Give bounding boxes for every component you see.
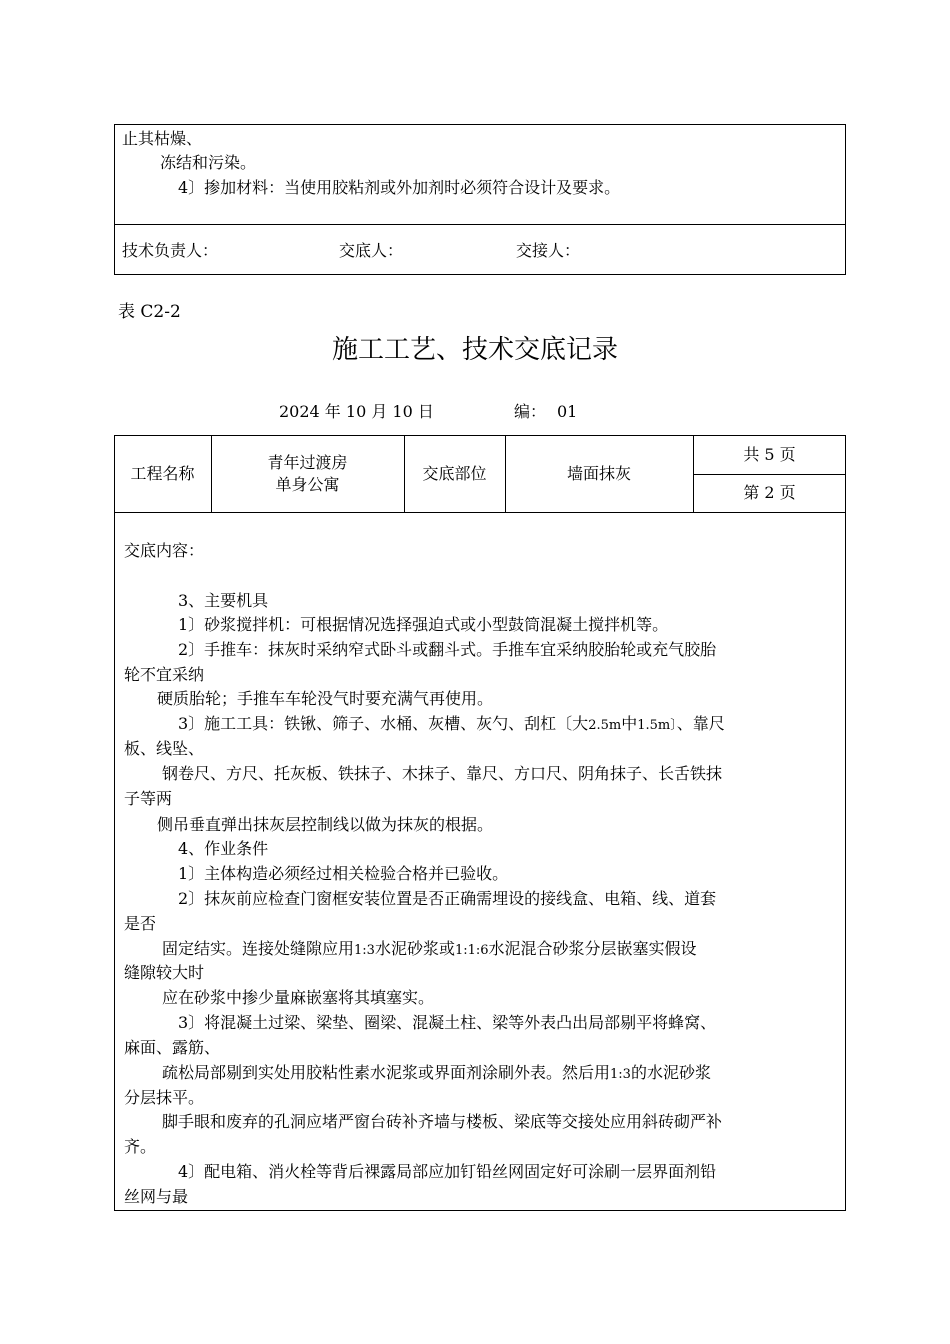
top-continuation-box — [114, 124, 846, 275]
content-line: 侧吊垂直弹出抹灰层控制线以做为抹灰的根据。 — [157, 815, 494, 834]
project-name-line-1: 青年过渡房 — [267, 452, 348, 472]
part-value: 墙面抹灰 — [566, 463, 631, 483]
top-line-1: 止其枯燥、 — [122, 129, 203, 148]
content-line — [178, 714, 725, 736]
text-run: 的水泥砂浆 — [630, 1063, 711, 1082]
content-label: 交底内容： — [124, 541, 205, 560]
project-name-label: 工程名称 — [130, 463, 195, 483]
content-line: 1〕主体构造必须经过相关检验合格并已验收。 — [178, 864, 509, 883]
content-line: 板、线坠、 — [124, 739, 205, 758]
text-run: 3〕施工工具：铁锹、筛子、水桶、灰槽、灰勺、刮杠〔大 — [178, 714, 589, 733]
sign-tech-lead: 技术负责人： — [122, 241, 219, 260]
text-run: 水泥砂浆或 — [374, 939, 455, 958]
content-line: 1〕砂浆搅拌机：可根据情况选择强迫式或小型鼓筒混凝土搅拌机等。 — [178, 615, 669, 634]
content-line: 应在砂浆中掺少量麻嵌塞将其填塞实。 — [162, 988, 435, 1007]
text-run: 中 — [621, 714, 638, 733]
table-label: 表 C2-2 — [118, 302, 181, 322]
content-line: 缝隙较大时 — [124, 963, 205, 982]
text-run: 水泥混合砂浆分层嵌塞实假设 — [488, 939, 697, 958]
text-run: 1:1:6 — [454, 943, 489, 958]
text-run: 2.5m — [588, 718, 622, 733]
text-run: 1.5m〕 — [637, 718, 677, 733]
content-line: 丝网与最 — [124, 1187, 189, 1206]
record-code-label: 编： — [514, 402, 547, 421]
record-date: 2024 年 10 月 10 日 — [279, 402, 434, 421]
record-code-value: 01 — [557, 402, 578, 421]
content-line: 钢卷尺、方尺、托灰板、铁抹子、木抹子、靠尺、方口尺、阴角抹子、长舌铁抹 — [162, 764, 723, 783]
content-line: 子等两 — [124, 789, 173, 808]
content-line: 麻面、露筋、 — [124, 1038, 221, 1057]
content-line: 3〕将混凝土过梁、梁垫、圈梁、混凝土柱、梁等外表凸出局部剔平将蜂窝、 — [178, 1013, 717, 1032]
total-pages: 共 5 页 — [743, 444, 796, 464]
sign-presenter: 交底人： — [339, 241, 404, 260]
content-line: 轮不宜采纳 — [124, 665, 205, 684]
header-divider — [114, 512, 846, 513]
content-line: 齐。 — [124, 1137, 157, 1156]
text-run: 1:3 — [354, 943, 375, 958]
content-line: 2〕抹灰前应检查门窗框安装位置是否正确需埋设的接线盒、电箱、线、道套 — [178, 889, 717, 908]
top-box-divider — [114, 224, 846, 225]
content-line: 4〕配电箱、消火栓等背后裸露局部应加钉铅丝网固定好可涂刷一层界面剂铅 — [178, 1162, 717, 1181]
content-line: 3、主要机具 — [178, 591, 269, 610]
project-name-value — [211, 435, 404, 512]
content-line: 分层抹平。 — [124, 1088, 205, 1107]
text-run: 1:3 — [610, 1067, 631, 1082]
text-run: 固定结实。连接处缝隙应用 — [162, 939, 355, 958]
content-line: 脚手眼和废弃的孔洞应堵严窗台砖补齐墙与楼板、梁底等交接处应用斜砖砌严补 — [162, 1112, 723, 1131]
content-line: 是否 — [124, 914, 157, 933]
page-number: 第 2 页 — [743, 483, 796, 502]
content-line: 硬质胎轮；手推车车轮没气时要充满气再使用。 — [157, 689, 494, 708]
page-title: 施工工艺、技术交底记录 — [331, 335, 618, 365]
part-label: 交底部位 — [422, 463, 487, 483]
content-line — [162, 1063, 711, 1085]
text-run: 疏松局部剔到实处用胶粘性素水泥浆或界面剂涂刷外表。然后用 — [162, 1063, 611, 1082]
content-line — [162, 939, 697, 961]
text-run: 、靠尺 — [676, 714, 725, 733]
content-line: 2〕手推车：抹灰时采纳窄式卧斗或翻斗式。手推车宜采纳胶胎轮或充气胶胎 — [178, 640, 717, 659]
top-line-2: 冻结和污染。 — [160, 153, 257, 172]
top-line-3: 4〕掺加材料：当使用胶粘剂或外加剂时必须符合设计及要求。 — [178, 178, 621, 197]
content-line: 4、作业条件 — [178, 839, 269, 858]
sign-receiver: 交接人： — [516, 241, 581, 260]
project-name-line-2: 单身公寓 — [275, 474, 340, 494]
